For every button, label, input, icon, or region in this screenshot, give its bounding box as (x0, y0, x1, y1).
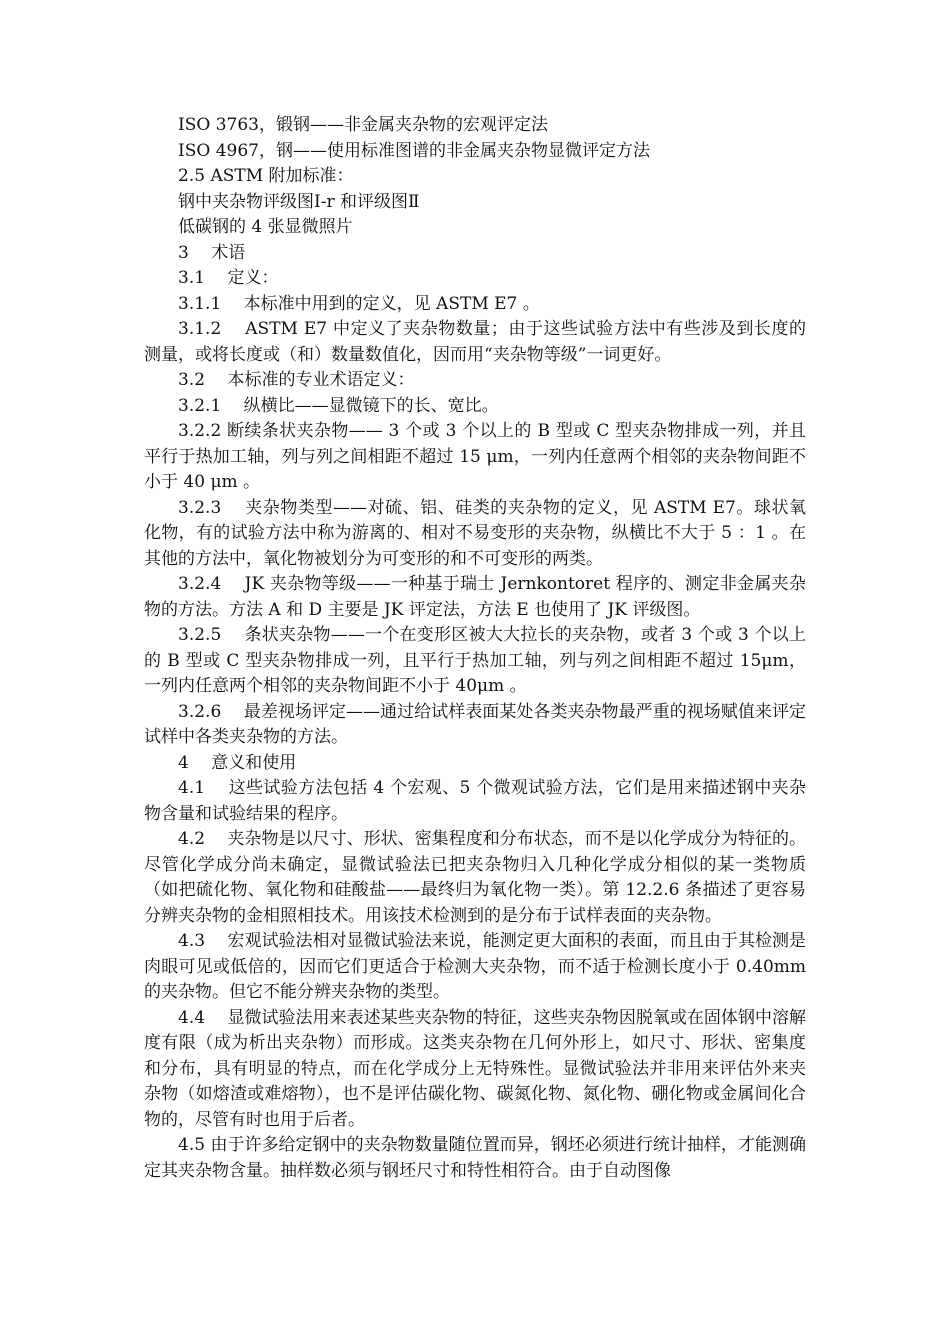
clause-3-2-2: 3.2.2 断续条状夹杂物—— 3 个或 3 个以上的 B 型或 C 型夹杂物排成一列，并且平行于热加工轴，列与列之间相距不超过 15 μm，一列内任意两个相邻的夹杂物间距不小于 40 μm 。 (144, 421, 806, 492)
document-body (144, 113, 806, 1184)
section-3-heading: 3 术语 (178, 242, 246, 263)
clause-4-5: 4.5 由于许多给定钢中的夹杂物数量随位置而异，钢坯必须进行统计抽样，才能测确定其夹杂物含量。抽样数必须与钢坯尺寸和特性相符合。由于自动图像 (144, 1135, 806, 1181)
clause-3-2-5: 3.2.5 条状夹杂物——一个在变形区被大大拉长的夹杂物，或者 3 个或 3 个以上的 B 型或 C 型夹杂物排成一列，且平行于热加工轴，列与列之间相距不超过 15μm，一列内任意两个相邻的夹杂物间距不小于 40μm 。 (144, 625, 806, 696)
clause-3-2-1: 3.2.1 纵横比——显微镜下的长、宽比。 (178, 395, 499, 416)
clause-4-4: 4.4 显微试验法用来表述某些夹杂物的特征，这些夹杂物因脱氧或在固体钢中溶解度有限（成为析出夹杂物）而形成。这类夹杂物在几何外形上，如尺寸、形状、密集度和分布，具有明显的特点，而在化学成分上无特殊性。显微试验法并非用来评估外来夹杂物（如熔渣或难熔物），也不是评估碳化物、碳氮化物、氮化物、硼化物或金属间化合物的，尽管有时也用于后者。 (144, 1007, 806, 1130)
section-2-5-heading: 2.5 ASTM 附加标准： (178, 166, 354, 186)
ref-iso-4967: ISO 4967，钢——使用标准图谱的非金属夹杂物显微评定方法 (178, 140, 650, 161)
clause-3-2-4: 3.2.4 JK 夹杂物等级——一种基于瑞士 Jernkontoret 程序的、测定非金属夹杂物的方法。方法 A 和 D 主要是 JK 评定法，方法 E 也使用了 JK 评级图。 (144, 574, 806, 620)
clause-4-1: 4.1 这些试验方法包括 4 个宏观、5 个微观试验方法，它们是用来描述钢中夹杂物含量和试验结果的程序。 (144, 778, 806, 824)
clause-4-2: 4.2 夹杂物是以尺寸、形状、密集程度和分布状态，而不是以化学成分为特征的。尽管化学成分尚未确定，显微试验法已把夹杂物归入几种化学成分相似的某一类物质（如把硫化物、氧化物和硅酸盐——最终归为氧化物一类）。第 12.2.6 条描述了更容易分辨夹杂物的金相照相技术。用该技术检测到的是分布于试样表面的夹杂物。 (144, 829, 806, 926)
clause-3-1-1: 3.1.1 本标准中用到的定义，见 ASTM E7 。 (178, 293, 540, 314)
section-3-2-heading: 3.2 本标准的专业术语定义： (178, 370, 415, 390)
astm-chart-reference: 钢中夹杂物评级图Ⅰ-r 和评级图Ⅱ (178, 191, 420, 212)
clause-3-1-2: 3.1.2 ASTM E7 中定义了夹杂物数量；由于这些试验方法中有些涉及到长度的测量，或将长度或（和）数量数值化，因而用“夹杂物等级”一词更好。 (144, 319, 806, 365)
clause-3-2-3: 3.2.3 夹杂物类型——对硫、铝、硅类的夹杂物的定义，见 ASTM E7。球状氧化物，有的试验方法中称为游离的、相对不易变形的夹杂物，纵横比不大于 5 ：1 。在其他的方法中，氧化物被划分为可变形的和不可变形的两类。 (144, 497, 806, 569)
micrograph-reference: 低碳钢的 4 张显微照片 (178, 217, 353, 237)
section-4-heading: 4 意义和使用 (178, 752, 297, 773)
ref-iso-3763: ISO 3763，锻钢——非金属夹杂物的宏观评定法 (178, 115, 548, 135)
section-3-1-heading: 3.1 定义： (178, 268, 279, 288)
clause-3-2-6: 3.2.6 最差视场评定——通过给试样表面某处各类夹杂物最严重的视场赋值来评定试样中各类夹杂物的方法。 (144, 701, 806, 747)
clause-4-3: 4.3 宏观试验法相对显微试验法来说，能测定更大面积的表面，而且由于其检测是肉眼可见或低倍的，因而它们更适合于检测大夹杂物，而不适于检测长度小于 0.40mm 的夹杂物。但它不能分辨夹杂物的类型。 (144, 931, 806, 1002)
